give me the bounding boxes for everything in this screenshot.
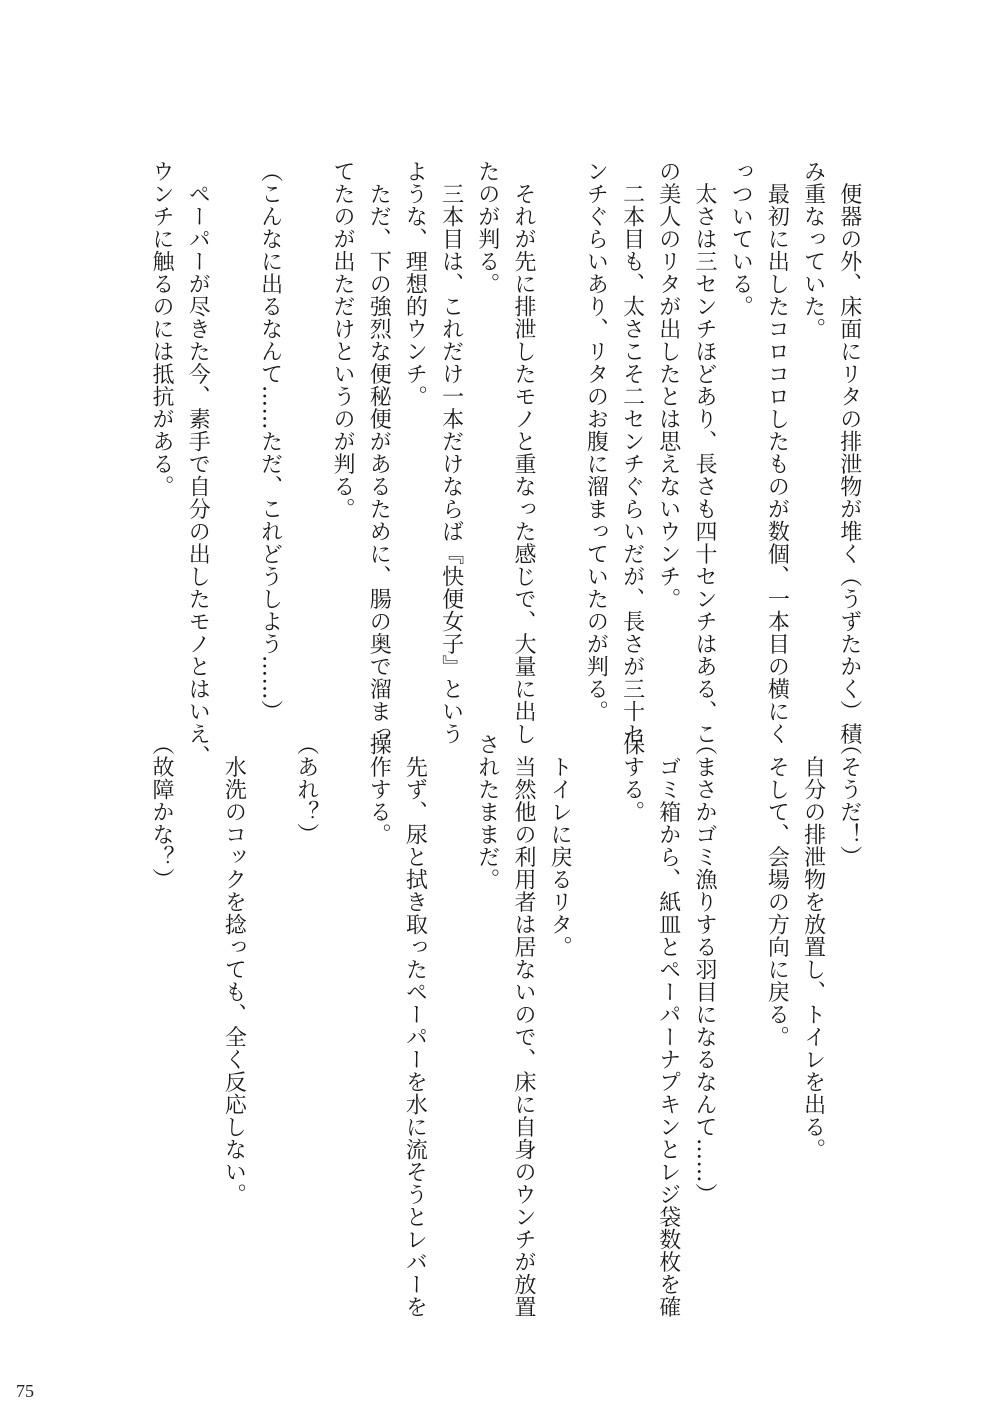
text-column: （そうだ！） bbox=[836, 733, 862, 868]
text-column: ペーパーが尽きた今、素手で自分の出したモノとはいえ、 bbox=[185, 160, 211, 768]
text-column: 水洗のコックを捻っても、全く反応しない。 bbox=[221, 733, 247, 1206]
text-column: ような、理想的ウンチ。 bbox=[402, 160, 428, 408]
text-column: の美人のリタが出したとは思えないウンチ。 bbox=[655, 160, 681, 610]
text-column: 保する。 bbox=[619, 733, 645, 823]
text-column: 当然他の利用者は居ないので、床に自身のウンチが放置 bbox=[511, 733, 536, 1318]
page-number: 75 bbox=[16, 1381, 34, 1401]
text-column: そして、会場の方向に戻る。 bbox=[764, 733, 790, 1048]
text-column: 太さは三センチほどあり、長さも四十センチはある、こ bbox=[692, 160, 717, 745]
text-column: ウンチに触るのには抵抗がある。 bbox=[149, 160, 174, 498]
text-column: っついている。 bbox=[728, 160, 754, 318]
text-column: ただ、下の強烈な便秘便があるために、腸の奥で溜まっ bbox=[366, 160, 392, 745]
text-column: トイレに戻るリタ。 bbox=[547, 733, 573, 958]
text-column: み重なっていた。 bbox=[800, 160, 826, 340]
text-column: 自分の排泄物を放置し、トイレを出る。 bbox=[800, 733, 826, 1161]
text-column: 三本目は、これだけ一本だけならば『快便女子』という bbox=[438, 160, 464, 745]
text-column: 二本目も、太さこそ二センチぐらいだが、長さが三十セ bbox=[619, 160, 645, 745]
text-column: 便器の外、床面にリタの排泄物が堆く（うずたかく）積 bbox=[836, 160, 862, 745]
text-column: （あれ？） bbox=[293, 733, 319, 846]
text-column: 操作する。 bbox=[366, 733, 392, 846]
text-column: 先ず、尿と拭き取ったペーパーを水に流そうとレバーを bbox=[402, 733, 428, 1318]
text-column: それが先に排泄したモノと重なった感じで、大量に出し bbox=[511, 160, 536, 745]
text-column: ンチぐらいあり、リタのお腹に溜まっていたのが判る。 bbox=[583, 160, 609, 723]
text-column: てたのが出ただけというのが判る。 bbox=[330, 160, 355, 520]
text-column: たのが判る。 bbox=[474, 160, 500, 295]
text-column: 最初に出したコロコロしたものが数個、一本目の横にく bbox=[764, 160, 790, 745]
text-column: ゴミ箱から、紙皿とペーパーナプキンとレジ袋数枚を確 bbox=[655, 733, 681, 1318]
text-column: （まさかゴミ漁りする羽目になるなんて……） bbox=[692, 733, 717, 1206]
text-column: （こんなに出るなんて……ただ、これどうしよう……） bbox=[257, 160, 283, 723]
text-column: （故障かな？） bbox=[149, 733, 174, 891]
text-column: されたままだ。 bbox=[474, 733, 500, 891]
